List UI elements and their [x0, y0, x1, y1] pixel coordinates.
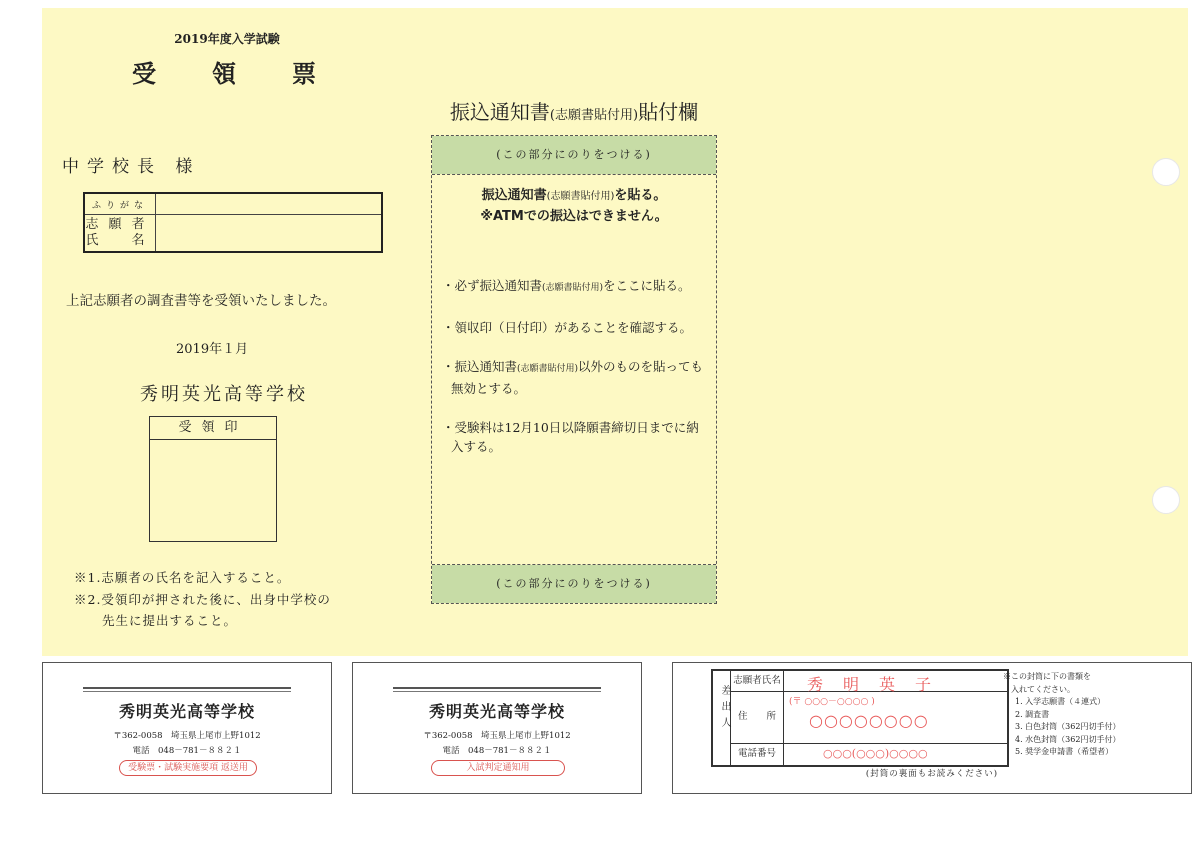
applicant-name-label [84, 215, 156, 253]
form-sheet [42, 8, 1188, 656]
enclosure-note-title: ※この封筒に下の書類を [1003, 672, 1091, 681]
envelope-school-name: 秀明英光高等学校 [428, 702, 565, 721]
binder-hole-top [1152, 158, 1180, 186]
sender-address-row [731, 691, 1007, 744]
received-text: 上記志願者の調査書等を受領いたしました。 [66, 293, 336, 309]
envelope-address: 〒362-0058 埼玉県上尾市上野1012 [113, 731, 261, 741]
envelope-tel: 電話 048－781－８８２１ [132, 746, 242, 756]
receipt-note-2: ※2.受領印が押された後に、出身中学校の [74, 592, 331, 607]
sender-name-row [731, 671, 1007, 692]
envelope-address: 〒362-0058 埼玉県上尾市上野1012 [423, 731, 571, 741]
sender-tel-value[interactable]: ○○○(○○○)○○○○ [823, 747, 928, 760]
paste-area-title [424, 96, 724, 125]
paste-title-main: 振込通知書 [449, 100, 550, 124]
receipt-school-name: 秀明英光高等学校 [140, 384, 308, 405]
envelope-school-name: 秀明英光高等学校 [118, 702, 255, 721]
sender-tel-row [731, 743, 1007, 765]
paste-title-small: (志願書貼付用) [549, 108, 639, 123]
envelope-purpose-badge: 受験票・試験実施要項 返送用 [119, 760, 257, 776]
sender-postal-code[interactable]: (〒 ○○○－○○○○ ) [789, 697, 875, 707]
envelope-tel: 電話 048－781－８８２１ [442, 746, 552, 756]
applicant-label-line-1: 志願者 [85, 217, 155, 232]
glue-band-bottom: (この部分にのりをつける) [432, 565, 716, 603]
envelope-application [672, 662, 1192, 794]
paste-area-box[interactable] [431, 135, 717, 604]
sender-box [711, 669, 1009, 767]
paste-bullet-2: ・領収印（日付印）があることを確認する。 [442, 320, 693, 335]
enclosure-doc-1: 1. 入学志願書（４連式） [1015, 697, 1106, 706]
envelope-rule [393, 687, 601, 692]
furigana-label: ふりがな [84, 193, 156, 215]
sender-address-label: 住 所 [731, 691, 784, 743]
applicant-name-table [83, 192, 383, 253]
enclosure-doc-3: 3. 白色封筒（362円切手付） [1015, 722, 1121, 731]
enclosure-note [1003, 671, 1120, 759]
furigana-field[interactable] [156, 193, 383, 215]
glue-band-top: (この部分にのりをつける) [432, 136, 716, 174]
enclosure-doc-2: 2. 調査書 [1015, 709, 1050, 719]
binder-hole-bottom [1152, 486, 1180, 514]
sender-name-label: 志願者氏名 [731, 671, 784, 691]
envelope-footer-note: (封筒の裏面もお読みください) [865, 769, 999, 779]
applicant-name-field[interactable] [156, 215, 383, 253]
paste-bullet-3: ・振込通知書(志願書貼付用)以外のものを貼っても無効とする。 [442, 359, 704, 396]
receipt-date: 2019年１月 [176, 342, 249, 357]
glue-divider-top [432, 174, 716, 175]
enclosure-doc-4: 4. 水色封筒（362円切手付） [1015, 734, 1121, 744]
envelope-rule [83, 687, 291, 692]
envelope-purpose-badge: 入試判定通知用 [431, 760, 565, 776]
applicant-label-line-2: 氏 名 [85, 233, 155, 248]
paste-main-1c: を貼る。 [614, 188, 667, 203]
paste-main-1b: (志願書貼付用) [546, 191, 615, 202]
receipt-year-title: 2019年度入学試験 [174, 32, 280, 46]
enclosure-doc-5: 5. 奨学金申請書（希望者） [1015, 747, 1114, 756]
paste-main-2: ※ATMでの振込はできません。 [480, 209, 668, 224]
paste-instructions [432, 186, 716, 227]
paste-title-end: 貼付欄 [638, 100, 699, 124]
envelope-return [42, 662, 332, 794]
receipt-addressee: 中学校長 様 [62, 157, 201, 177]
receipt-note-3: 先生に提出すること。 [102, 613, 238, 628]
received-stamp-box[interactable] [149, 416, 277, 542]
receipt-note-1: ※1.志願者の氏名を記入すること。 [74, 570, 291, 585]
receipt-title: 受 領 票 [132, 59, 332, 88]
sender-name-value[interactable]: 秀 明 英 子 [807, 675, 934, 694]
enclosure-note-title-2: 入れてください。 [1011, 684, 1075, 694]
paste-bullet-1: ・必ず振込通知書(志願書貼付用)をここに貼る。 [442, 278, 691, 293]
paste-main-1a: 振込通知書 [481, 188, 547, 203]
paste-bullet-list [442, 276, 707, 476]
sender-tel-label: 電話番号 [731, 743, 784, 765]
sender-label: 差出人 [713, 671, 731, 765]
stamp-label: 受領印 [150, 417, 276, 440]
sender-address-value[interactable]: ○○○○○○○○ [809, 711, 929, 730]
envelope-result [352, 662, 642, 794]
paste-bullet-4: ・受験料は12月10日以降願書締切日までに納入する。 [442, 420, 699, 454]
